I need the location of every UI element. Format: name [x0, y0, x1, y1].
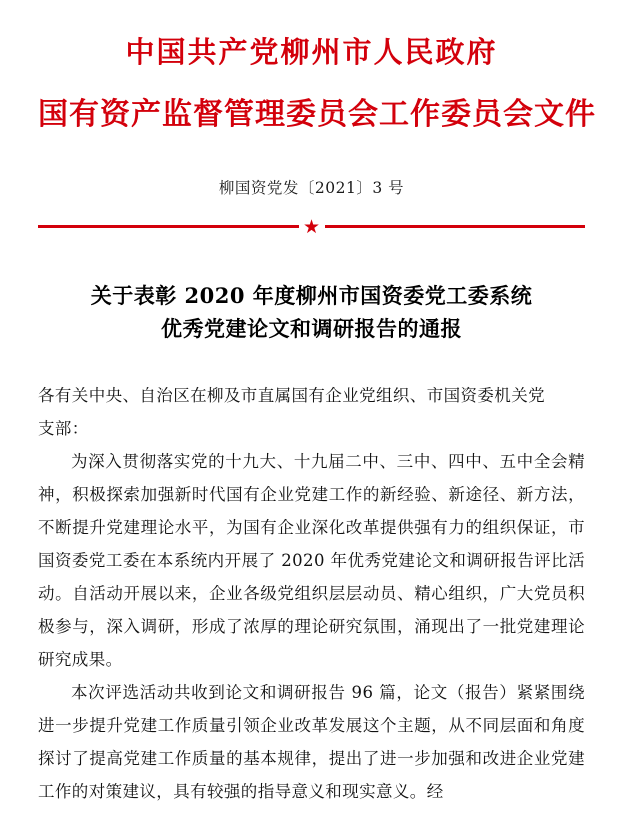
masthead-line-1: 中国共产党柳州市人民政府 — [125, 35, 498, 69]
page-title — [38, 280, 585, 345]
salutation-line-2: 支部： — [38, 419, 89, 439]
salutation-line-1: 各有关中央、自治区在柳及市直属国有企业党组织、市国资委机关党 — [38, 386, 545, 406]
red-separator-rule — [38, 216, 585, 238]
page-title-line-1: 关于表彰 2020 年度柳州市国资委党工委系统 — [90, 283, 533, 309]
masthead-line-2: 国有资产监督管理委员会工作委员会文件 — [38, 97, 596, 133]
body-paragraph-1: 为深入贯彻落实党的十九大、十九届二中、三中、四中、五中全会精神，积极探索加强新时代国有企业党建工作的新经验、新途径、新方法，不断提升党建理论水平，为国有企业深化改革提供强有力的组织保证，市国资委党工委在本系统内开展了 2020 年优秀党建论文和调研报告评比活动。自活动开展以来，企业各级党组织层层动员、精心组织，广大党员积极参与，深入调研，形成了浓厚的理论研究氛围，涌现出了一批党建理论研究成果。 — [38, 452, 585, 670]
star-icon: ★ — [299, 216, 325, 238]
document-number: 柳国资党发〔2021〕3 号 — [218, 179, 405, 198]
body-paragraph-2: 本次评选活动共收到论文和调研报告 96 篇，论文（报告）紧紧围绕进一步提升党建工作质量引领企业改革发展这个主题，从不同层面和角度探讨了提高党建工作质量的基本规律，提出了进一步加强和改进企业党建工作的对策建议，具有较强的指导意义和现实意义。经 — [38, 683, 585, 802]
masthead — [38, 0, 596, 134]
page-title-line-2: 优秀党建论文和调研报告的通报 — [161, 315, 462, 341]
document-body — [38, 379, 585, 808]
